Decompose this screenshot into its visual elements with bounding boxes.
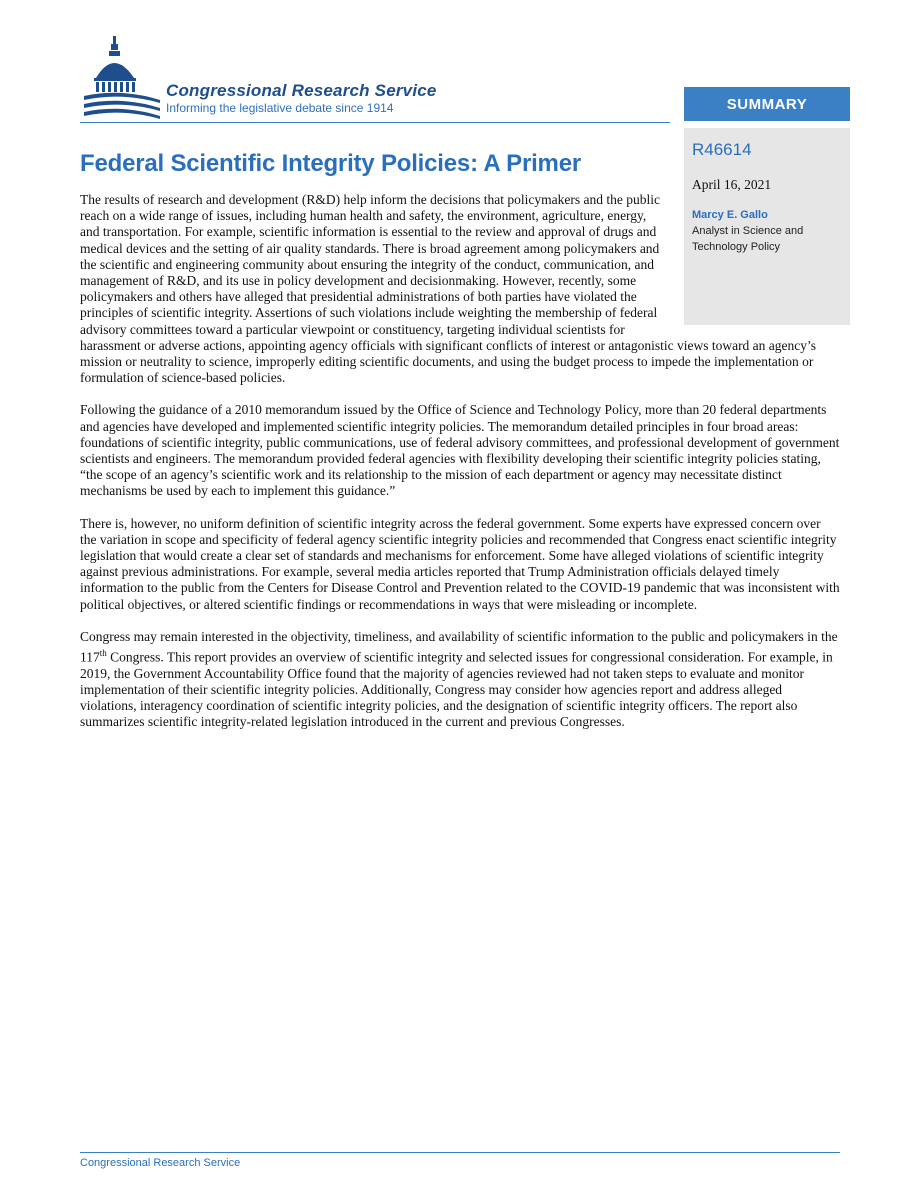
paragraph-4-part-2: Congress. This report provides an overview of scientific integrity and selected issues for congressional consideration. For example, in 2019, the Government Accountability Office found that the majority of agencies reviewed had not taken steps to evaluate and monitor implementation of their scientific integrity policies. Additionally, Congress may consider how agencies report and address alleged violations, interagency coordination of scientific integrity policies, and the designation of scientific integrity officers. The report also summarizes scientific integrity-related legislation introduced in the current and previous Congresses. xyxy=(80,649,833,730)
header-divider xyxy=(80,122,670,123)
paragraph-3: There is, however, no uniform definition of scientific integrity across the federal government. Some experts have expressed concern over the variation in scope and specificity of federal agency scientific integrity policies and recommended that Congress enact scientific integrity legislation that would create a clear set of standards and mechanisms for enforcement. Some have alleged violations of scientific integrity against previous administrations. For example, several media articles reported that Trump Administration officials delayed timely information to the public from the Centers for Disease Control and Prevention related to the COVID-19 pandemic that was inconsistent with political objectives, or altered scientific findings or recommendations in ways that were misleading or incomplete. xyxy=(80,515,840,612)
author-title: Analyst in Science and Technology Policy xyxy=(692,225,804,253)
org-name: Congressional Research Service xyxy=(166,81,437,100)
summary-body xyxy=(80,192,840,747)
capitol-dome-icon xyxy=(82,34,162,120)
sidebar-spacer xyxy=(662,192,840,328)
footer-divider xyxy=(80,1152,840,1153)
paragraph-1: The results of research and development (R&D) help inform the decisions that policymakers and the public reach on a wide range of issues, including human health and safety, the environment, agriculture, energy, and transportation. For example, scientific information is essential to the review and approval of drugs and medical devices and the setting of air quality standards. There is broad agreement among policymakers and the scientific and engineering community about ensuring the integrity of the conduct, communication, and management of R&D, and its use in policy development and decisionmaking. However, recently, some policymakers and others have alleged that presidential administrations of both parties have violated the principles of scientific integrity. Assertions of such violations include weighting the membership of federal advisory committees toward a particular viewpoint or constituency, targeting individual scientists for harassment or adverse actions, appointing agency officials with significant conflicts of interest or antagonistic views toward an agency’s mission or neutrality to science, improperly editing scientific documents, and using the budget process to impede the implementation or formulation of science-based policies. xyxy=(80,192,817,386)
footer-text: Congressional Research Service xyxy=(80,1157,241,1169)
ordinal-suffix: th xyxy=(99,648,107,659)
page-title: Federal Scientific Integrity Policies: A Primer xyxy=(80,150,581,177)
crs-logo[interactable] xyxy=(80,34,680,124)
report-number: R46614 xyxy=(692,140,752,159)
paragraph-4 xyxy=(80,629,840,731)
report-date: April 16, 2021 xyxy=(692,177,772,192)
org-tagline: Informing the legislative debate since 1914 xyxy=(166,101,394,115)
paragraph-2: Following the guidance of a 2010 memorandum issued by the Office of Science and Technology Policy, more than 20 federal departments and agencies have developed and implemented scientific integrity policies. The memorandum detailed principles in four broad areas: foundations of scientific integrity, public communications, use of federal advisory committees, and professional development of government scientists and engineers. The memorandum provided federal agencies with flexibility developing their scientific integrity policies stating, “the scope of an agency’s scientific work and its relationship to the mission of each department or agency may necessitate distinct mechanisms be used by each to implement this guidance.” xyxy=(80,402,840,499)
summary-tab: SUMMARY xyxy=(684,87,850,121)
paragraph-4-part-1: Congress may remain interested in the objectivity, timeliness, and availability of scientific information to the public and policymakers in the 117 xyxy=(80,628,838,665)
author-name[interactable]: Marcy E. Gallo xyxy=(692,209,768,221)
